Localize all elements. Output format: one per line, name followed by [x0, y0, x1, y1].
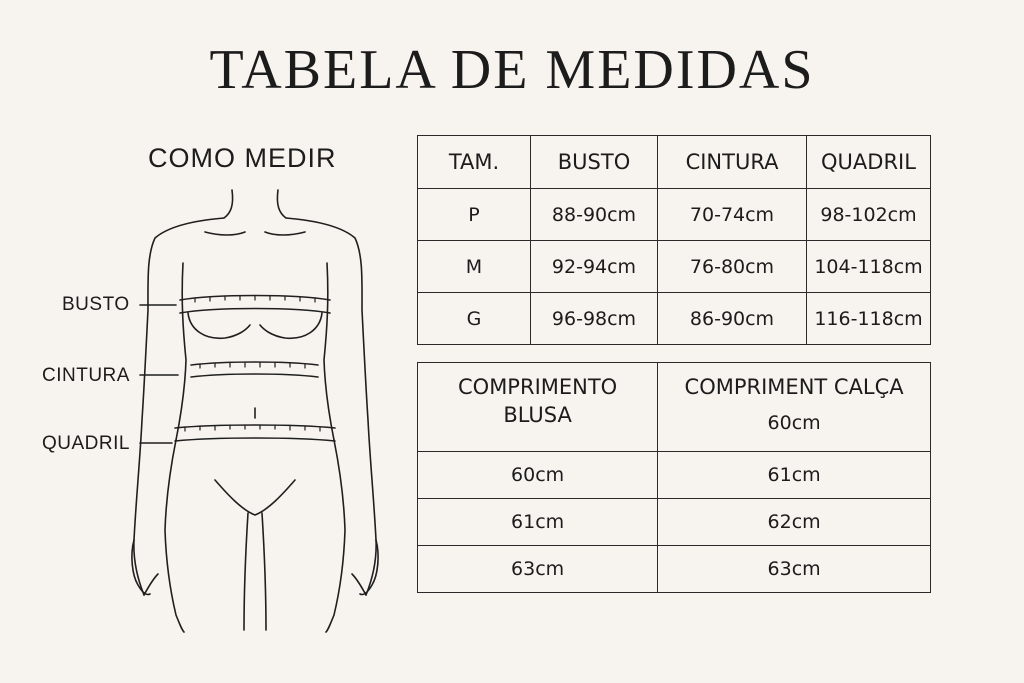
pants-length-cell: 63cm: [658, 546, 931, 593]
header-size: TAM.: [418, 136, 531, 189]
bust-cell: 92-94cm: [531, 241, 658, 293]
hip-cell: 116-118cm: [807, 293, 931, 345]
header-waist: CINTURA: [658, 136, 807, 189]
pants-length-cell: 61cm: [658, 452, 931, 499]
header-hip: QUADRIL: [807, 136, 931, 189]
size-cell: G: [418, 293, 531, 345]
size-cell: P: [418, 189, 531, 241]
table-row: [418, 293, 931, 345]
pants-length-cell: 62cm: [658, 499, 931, 546]
bust-label: BUSTO: [62, 294, 130, 315]
bust-cell: 88-90cm: [531, 189, 658, 241]
header-blouse-length: [418, 363, 658, 452]
waist-label: CINTURA: [42, 365, 130, 386]
header-pants-length: [658, 363, 931, 452]
hip-cell: 98-102cm: [807, 189, 931, 241]
length-table-header-row: [418, 363, 931, 452]
length-table: [417, 362, 931, 593]
header-pants-length-value: 60cm: [767, 412, 821, 434]
table-row: [418, 499, 931, 546]
table-row: [418, 189, 931, 241]
size-cell: M: [418, 241, 531, 293]
waist-cell: 86-90cm: [658, 293, 807, 345]
size-table: [417, 135, 931, 345]
table-row: [418, 452, 931, 499]
header-blouse-length-label: COMPRIMENTO BLUSA: [458, 375, 618, 427]
header-pants-length-label: COMPRIMENT CALÇA: [684, 375, 904, 399]
hip-cell: 104-118cm: [807, 241, 931, 293]
how-to-measure-heading: COMO MEDIR: [148, 143, 337, 173]
size-table-header-row: [418, 136, 931, 189]
blouse-length-cell: 63cm: [418, 546, 658, 593]
waist-cell: 76-80cm: [658, 241, 807, 293]
header-bust: BUSTO: [531, 136, 658, 189]
waist-cell: 70-74cm: [658, 189, 807, 241]
table-row: [418, 241, 931, 293]
blouse-length-cell: 61cm: [418, 499, 658, 546]
blouse-length-cell: 60cm: [418, 452, 658, 499]
page-title: TABELA DE MEDIDAS: [209, 39, 815, 101]
table-row: [418, 546, 931, 593]
bust-cell: 96-98cm: [531, 293, 658, 345]
hip-label: QUADRIL: [42, 433, 130, 454]
